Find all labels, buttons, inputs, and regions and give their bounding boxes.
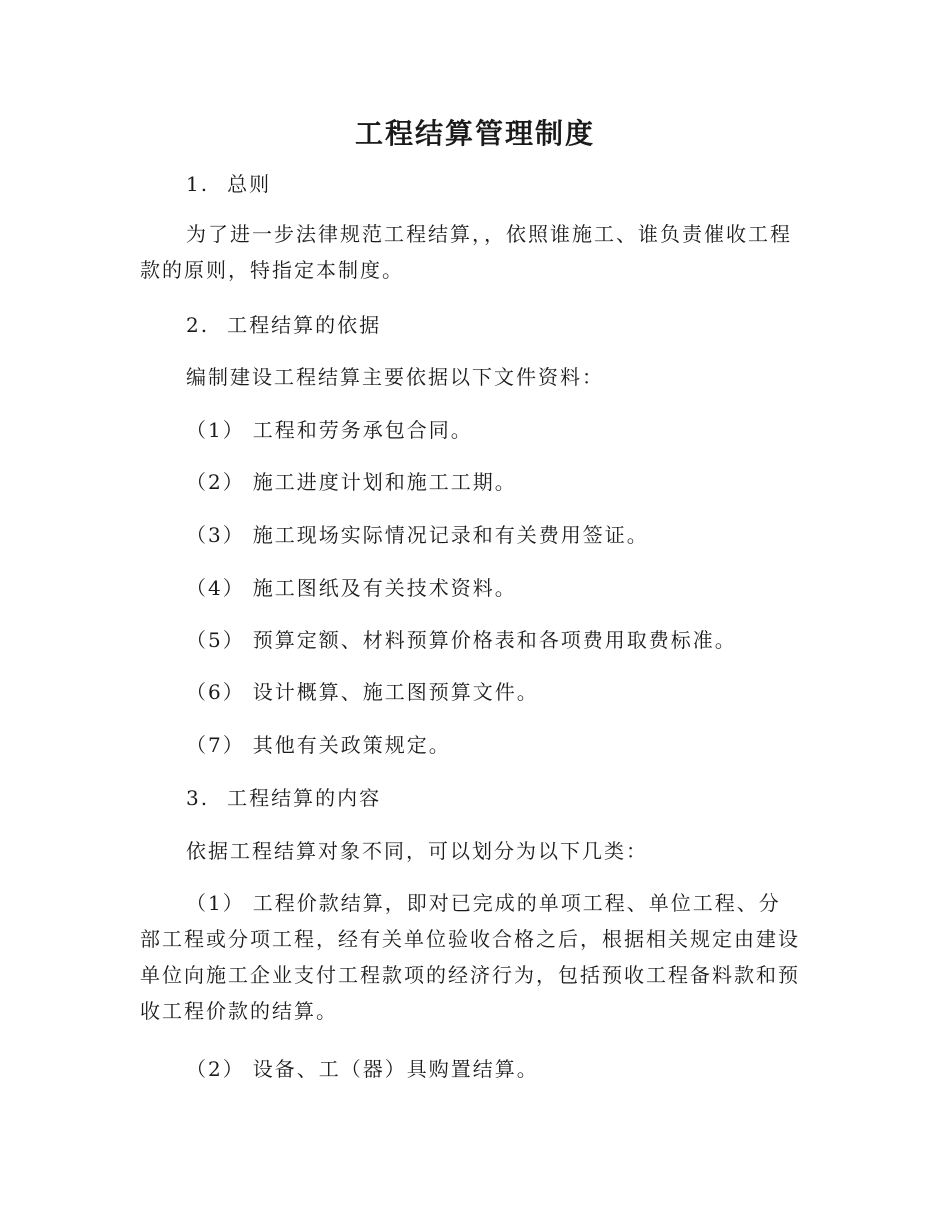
section-heading-3 (140, 780, 800, 816)
list-item-text: 工程和劳务承包合同。 (252, 418, 473, 442)
section-number: 2. (186, 313, 210, 337)
paragraph-basis-intro: 编制建设工程结算主要依据以下文件资料： (186, 365, 604, 389)
document-title: 工程结算管理制度 (354, 117, 595, 150)
list-item (140, 674, 800, 710)
section-heading-text: 总则 (227, 172, 272, 196)
section-heading-text: 工程结算的依据 (227, 313, 382, 337)
list-item-text: 预算定额、材料预算价格表和各项费用取费标准。 (252, 628, 737, 652)
list-item-text: 施工现场实际情况记录和有关费用签证。 (252, 523, 649, 547)
paragraph-purpose: 为了进一步法律规范工程结算，，依照谁施工、谁负责催收工程款的原则，特指定本制度。 (140, 222, 792, 282)
list-item (140, 885, 800, 1029)
list-item-number: （5） (186, 628, 245, 652)
section-heading-text: 工程结算的内容 (227, 786, 382, 810)
list-item-text: 工程价款结算，即对已完成的单项工程、单位工程、分部工程或分项工程，经有关单位验收合格之后，根据相关规定由建设单位向施工企业支付工程款项的经济行为，包括预收工程备料款和预收工程价款的结算。 (140, 891, 800, 1023)
list-item-text: 施工进度计划和施工工期。 (252, 470, 517, 494)
section-heading-1 (140, 166, 800, 202)
list-item (140, 464, 800, 500)
list-item-text: 施工图纸及有关技术资料。 (252, 576, 517, 600)
section-number: 1. (186, 172, 210, 196)
list-item-text: 其他有关政策规定。 (252, 733, 451, 757)
list-item (140, 412, 800, 448)
list-item (140, 1051, 800, 1087)
list-item-number: （1） (186, 891, 245, 915)
list-item-number: （7） (186, 733, 245, 757)
paragraph-content-intro: 依据工程结算对象不同，可以划分为以下几类： (186, 839, 648, 863)
list-item-text: 设计概算、施工图预算文件。 (252, 680, 539, 704)
list-item-number: （2） (186, 1057, 245, 1081)
list-item (140, 570, 800, 606)
list-item (140, 727, 800, 763)
section-number: 3. (186, 786, 210, 810)
list-item-number: （3） (186, 523, 245, 547)
list-item (140, 517, 800, 553)
section-heading-2 (140, 307, 800, 343)
list-item-number: （2） (186, 470, 245, 494)
list-item-number: （6） (186, 680, 245, 704)
list-item-text: 设备、工（器）具购置结算。 (252, 1057, 539, 1081)
list-item (140, 622, 800, 658)
list-item-number: （4） (186, 576, 245, 600)
list-item-number: （1） (186, 418, 245, 442)
